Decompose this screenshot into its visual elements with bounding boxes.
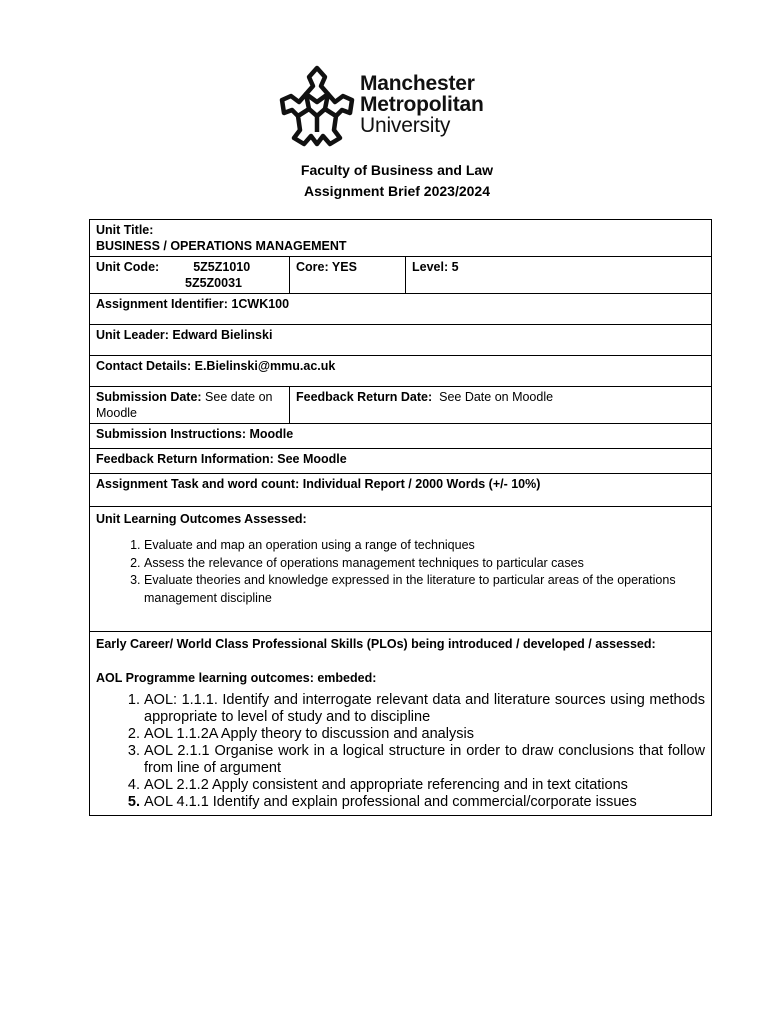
aol-item: 3. AOL 2.1.1 Organise work in a logical structure in order to draw conclusions that follow from line of argument (144, 743, 705, 777)
outcomes-row (90, 507, 712, 632)
logo-line-1: Manchester (360, 72, 475, 95)
feedback-info-row (90, 449, 712, 474)
task-row (90, 474, 712, 507)
dates-row (90, 387, 712, 424)
submission-instructions: Submission Instructions: Moodle (90, 424, 712, 449)
outcome-item: 1. Evaluate and map an operation using a range of techniques (144, 537, 705, 555)
unit-leader: Unit Leader: Edward Bielinski (90, 325, 712, 356)
skills-row (90, 632, 712, 816)
submission-date-cell (90, 387, 290, 424)
feedback-date-label: Feedback Return Date: (296, 390, 433, 404)
skills-heading: Early Career/ World Class Professional Skills (PLOs) being introduced / developed / assessed: (96, 637, 656, 651)
faculty-heading: Faculty of Business and Law (300, 162, 494, 178)
aol-heading: AOL Programme learning outcomes: embeded: (96, 671, 377, 685)
feedback-return-info: Feedback Return Information: See Moodle (90, 449, 712, 474)
contact-row (90, 356, 712, 387)
instructions-row (90, 424, 712, 449)
logo-line-3: University (360, 114, 451, 137)
unit-code-label: Unit Code: (96, 260, 160, 274)
feedback-date-cell (290, 387, 712, 424)
university-logo (278, 64, 508, 150)
assignment-task: Assignment Task and word count: Individual Report / 2000 Words (+/- 10%) (90, 474, 712, 507)
aol-item: 2. AOL 1.1.2A Apply theory to discussion and analysis (144, 726, 705, 743)
outcomes-heading: Unit Learning Outcomes Assessed: (96, 512, 307, 526)
unit-leader-row (90, 325, 712, 356)
outcome-item: 3. Evaluate theories and knowledge expressed in the literature to particular areas of the operations management discipline (144, 572, 705, 607)
identifier-row (90, 294, 712, 325)
outcomes-list (96, 537, 705, 607)
unit-code-row (90, 257, 712, 294)
rose-emblem-icon (278, 64, 356, 150)
logo-line-2: Metropolitan (360, 93, 484, 116)
aol-item: 5. AOL 4.1.1 Identify and explain professional and commercial/corporate issues (144, 794, 705, 811)
outcome-item: 2. Assess the relevance of operations management techniques to particular cases (144, 555, 705, 573)
assignment-identifier: Assignment Identifier: 1CWK100 (90, 294, 712, 325)
aol-item: 1. AOL: 1.1.1. Identify and interrogate relevant data and literature sources using methods appropriate to level of study and to discipline (144, 692, 705, 726)
core-cell: Core: YES (290, 257, 406, 294)
level-cell: Level: 5 (406, 257, 712, 294)
contact-details: Contact Details: E.Bielinski@mmu.ac.uk (90, 356, 712, 387)
unit-code-1: 5Z5Z1010 (193, 260, 251, 274)
unit-title-row (90, 220, 712, 257)
brief-heading: Assignment Brief 2023/2024 (304, 183, 490, 199)
assignment-brief-table (89, 219, 712, 816)
aol-list (96, 692, 705, 811)
unit-code-2: 5Z5Z0031 (185, 276, 242, 290)
aol-item: 4. AOL 2.1.2 Apply consistent and appropriate referencing and in text citations (144, 777, 705, 794)
unit-title-label: Unit Title: (96, 223, 154, 237)
submission-date-label: Submission Date: (96, 390, 202, 404)
submission-date-value: See date on Moodle (96, 390, 273, 420)
unit-title-value: BUSINESS / OPERATIONS MANAGEMENT (96, 239, 347, 253)
feedback-date-value: See Date on Moodle (432, 390, 554, 404)
